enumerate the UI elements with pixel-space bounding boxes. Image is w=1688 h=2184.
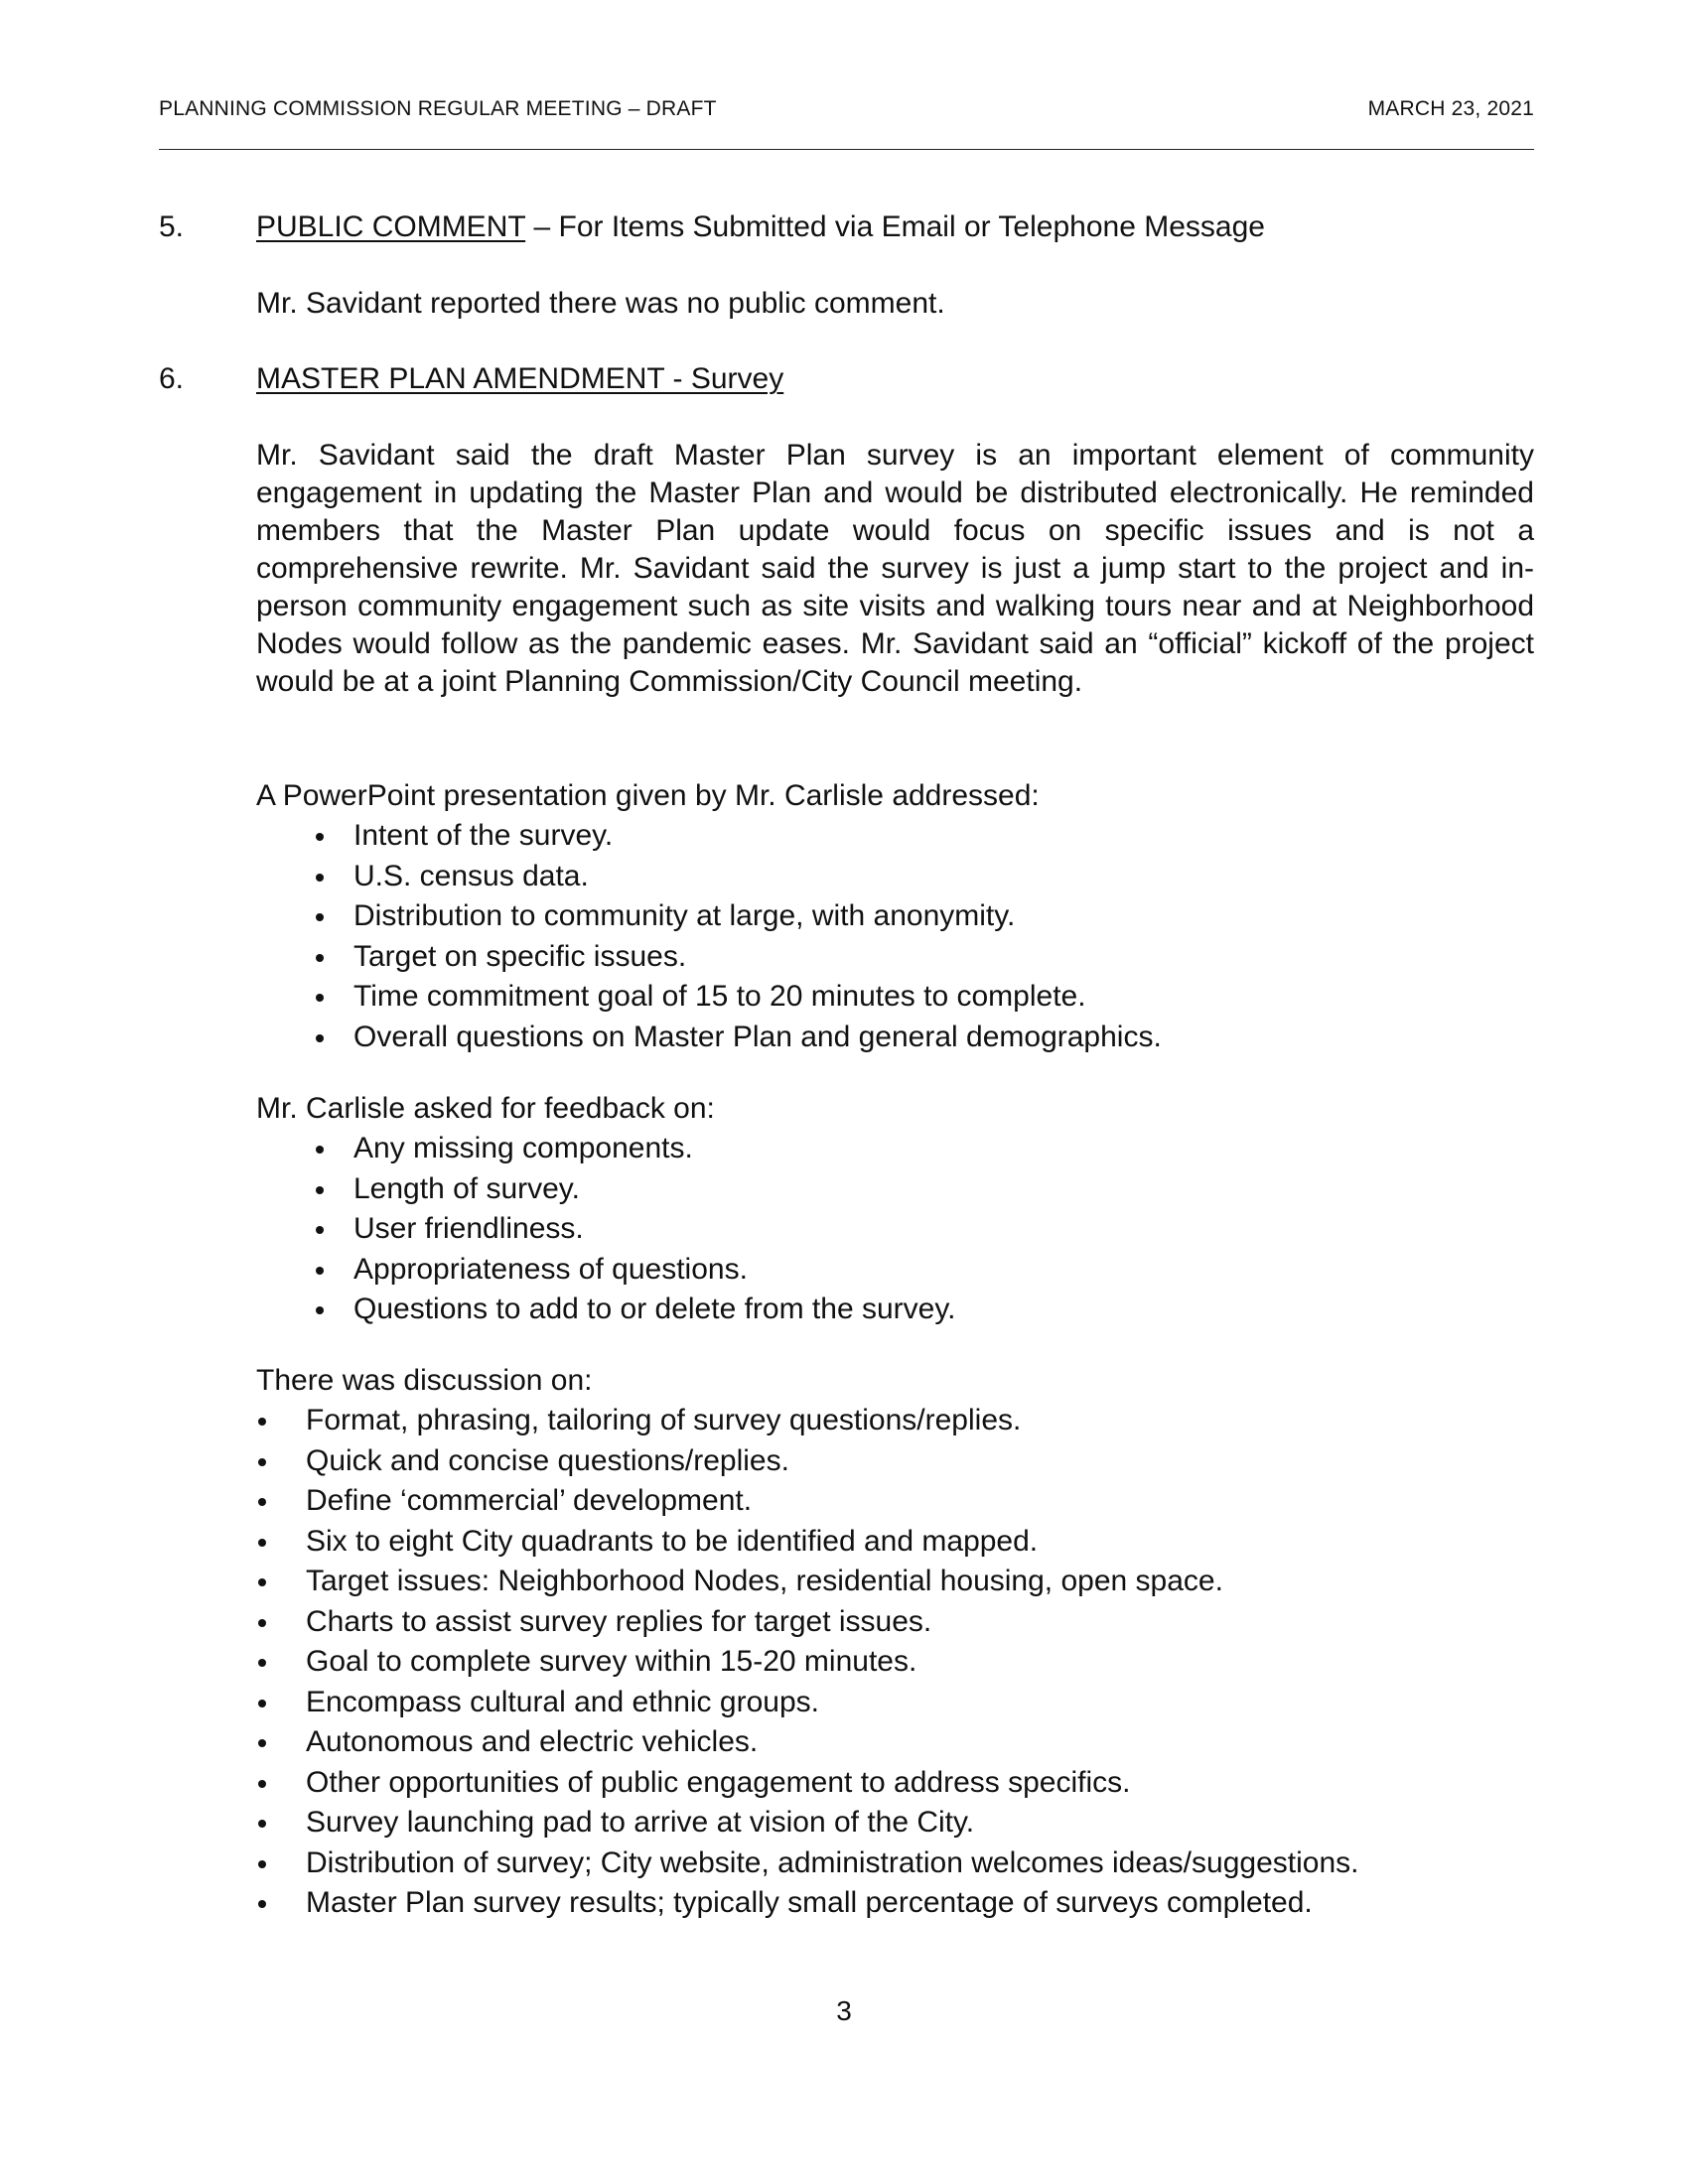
list-item: Appropriateness of questions. (353, 1251, 955, 1292)
list-item: U.S. census data. (353, 858, 1162, 898)
list-item: Define ‘commercial’ development. (306, 1482, 1358, 1523)
list-item: Survey launching pad to arrive at vision of the City. (306, 1804, 1358, 1844)
bullet-icon (316, 1146, 324, 1154)
list-item: Encompass cultural and ethnic groups. (306, 1684, 1358, 1724)
feedback-list (353, 1130, 955, 1331)
list-item: Time commitment goal of 15 to 20 minutes to complete. (353, 978, 1162, 1019)
bullet-icon (316, 874, 324, 882)
list-item: Overall questions on Master Plan and general demographics. (353, 1019, 1162, 1059)
bullet-icon (316, 913, 324, 921)
list-item: Format, phrasing, tailoring of survey questions/replies. (306, 1402, 1358, 1442)
feedback-intro: Mr. Carlisle asked for feedback on: (256, 1092, 715, 1125)
bullet-icon (316, 1034, 324, 1042)
bullet-icon (258, 1780, 266, 1788)
section-5-title-suffix: – For Items Submitted via Email or Telephone Message (525, 210, 1265, 243)
bullet-icon (258, 1418, 266, 1426)
bullet-icon (258, 1659, 266, 1667)
bullet-icon (258, 1860, 266, 1868)
section-6-paragraph: Mr. Savidant said the draft Master Plan survey is an important element of community engagement in updating the Master Plan and would be distributed electronically. He reminded members that the Master Plan update would focus on specific issues and is not a comprehensive rewrite. Mr. Savidant said the survey is just a jump start to the project and in-person community engagement such as site visits and walking tours near and at Neighborhood Nodes would follow as the pandemic eases. Mr. Savidant said an “official” kickoff of the project would be at a joint Planning Commission/City Council meeting. (256, 439, 1534, 698)
section-6-title: MASTER PLAN AMENDMENT - Survey (256, 362, 784, 395)
bullet-icon (316, 833, 324, 841)
bullet-icon (258, 1700, 266, 1707)
list-item: Length of survey. (353, 1170, 955, 1211)
header-divider (159, 149, 1534, 150)
list-item: Intent of the survey. (353, 817, 1162, 858)
section-6-number: 6. (159, 362, 185, 395)
section-5-text: Mr. Savidant reported there was no public comment. (256, 287, 945, 320)
bullet-icon (258, 1458, 266, 1466)
list-item: Autonomous and electric vehicles. (306, 1723, 1358, 1764)
list-item: Distribution to community at large, with anonymity. (353, 897, 1162, 938)
header-date: MARCH 23, 2021 (1367, 97, 1534, 120)
list-item: Six to eight City quadrants to be identified and mapped. (306, 1523, 1358, 1564)
bullet-icon (258, 1619, 266, 1627)
discussion-intro: There was discussion on: (256, 1364, 593, 1397)
bullet-icon (258, 1578, 266, 1586)
bullet-icon (316, 1267, 324, 1275)
bullet-icon (258, 1739, 266, 1747)
presentation-list (353, 817, 1162, 1058)
page-number: 3 (836, 1995, 852, 2026)
list-item: Charts to assist survey replies for target issues. (306, 1603, 1358, 1644)
presentation-intro: A PowerPoint presentation given by Mr. Carlisle addressed: (256, 779, 1040, 812)
list-item: User friendliness. (353, 1210, 955, 1251)
section-5-number: 5. (159, 210, 185, 243)
bullet-icon (316, 994, 324, 1002)
list-item: Questions to add to or delete from the survey. (353, 1291, 955, 1331)
list-item: Quick and concise questions/replies. (306, 1442, 1358, 1483)
bullet-icon (316, 1306, 324, 1314)
list-item: Goal to complete survey within 15-20 minutes. (306, 1643, 1358, 1684)
bullet-icon (258, 1498, 266, 1506)
bullet-icon (316, 954, 324, 962)
list-item: Target on specific issues. (353, 938, 1162, 979)
bullet-icon (258, 1900, 266, 1908)
list-item: Any missing components. (353, 1130, 955, 1170)
bullet-icon (258, 1820, 266, 1828)
section-5-title-underlined: PUBLIC COMMENT (256, 210, 526, 243)
list-item: Target issues: Neighborhood Nodes, residential housing, open space. (306, 1563, 1358, 1603)
list-item: Master Plan survey results; typically small percentage of surveys completed. (306, 1884, 1358, 1925)
discussion-list (306, 1402, 1358, 1925)
header-title: PLANNING COMMISSION REGULAR MEETING – DRAFT (159, 97, 717, 120)
list-item: Distribution of survey; City website, administration welcomes ideas/suggestions. (306, 1844, 1358, 1885)
bullet-icon (316, 1186, 324, 1194)
bullet-icon (258, 1539, 266, 1547)
list-item: Other opportunities of public engagement to address specifics. (306, 1764, 1358, 1805)
section-5-title (256, 208, 1265, 246)
bullet-icon (316, 1226, 324, 1234)
